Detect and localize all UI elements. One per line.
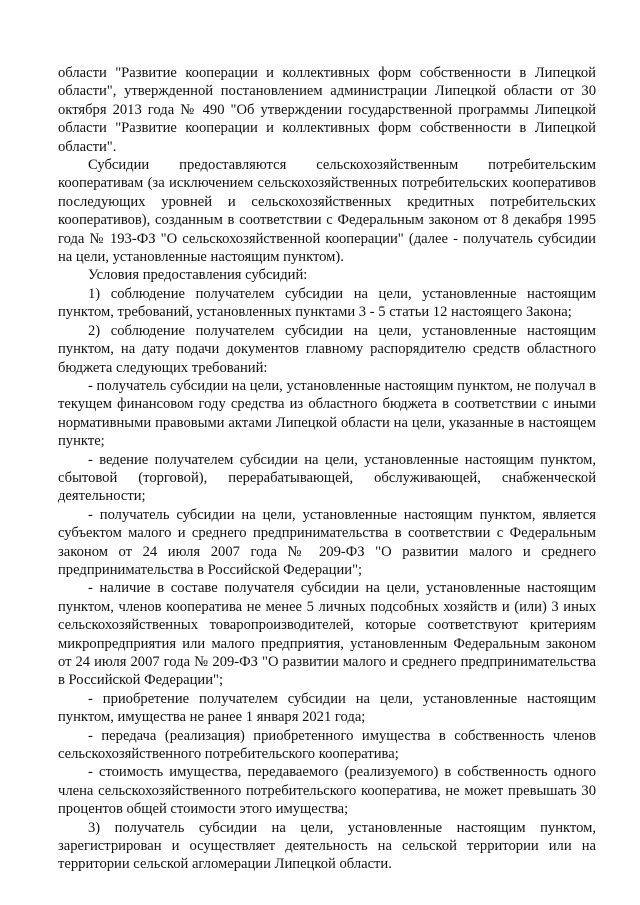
paragraph: - приобретение получателем субсидии на цели, установленные настоящим пунктом, имущества не ранее 1 января 2021 года;	[58, 690, 596, 726]
paragraph: 1) соблюдение получателем субсидии на цели, установленные настоящим пунктом, требований, установленных пунктами 3 - 5 статьи 12 настоящего Закона;	[58, 285, 596, 321]
paragraph: - стоимость имущества, передаваемого (реализуемого) в собственность одного члена сельскохозяйственного потребительского кооператива, не может превышать 30 процентов общей стоимости этого имущества;	[58, 764, 596, 818]
paragraph: 3) получатель субсидии на цели, установленные настоящим пунктом, зарегистрирован и осуществляет деятельность на сельской территории или на территории сельской агломерации Липецкой области.	[58, 819, 596, 873]
paragraph: 2) соблюдение получателем субсидии на цели, установленные настоящим пунктом, на дату подачи документов главному распорядителю средств областного бюджета следующих требований:	[58, 322, 596, 376]
paragraph: - ведение получателем субсидии на цели, установленные настоящим пунктом, сбытовой (торговой), перерабатывающей, обслуживающей, снабженческой деятельности;	[58, 451, 596, 505]
paragraph: - наличие в составе получателя субсидии на цели, установленные настоящим пунктом, членов кооператива не менее 5 личных подсобных хозяйств и (или) 3 иных сельскохозяйственных товаропроизводителей, которые соответствуют критериям микропредприятия или малого предприятия, установленным Федеральным законом от 24 июля 2007 года № 209-ФЗ "О развитии малого и среднего предпринимательства в Российской Федерации";	[58, 580, 596, 689]
paragraph: - передача (реализация) приобретенного имущества в собственность членов сельскохозяйственного потребительского кооператива;	[58, 727, 596, 763]
paragraph: области "Развитие кооперации и коллективных форм собственности в Липецкой области", утвержденной постановлением администрации Липецкой области от 30 октября 2013 года № 490 "Об утверждении государственной программы Липецкой области "Развитие кооперации и коллективных форм собственности в Липецкой области".	[58, 65, 596, 155]
paragraph: Условия предоставления субсидий:	[88, 267, 308, 284]
paragraph: - получатель субсидии на цели, установленные настоящим пунктом, является субъектом малого и среднего предпринимательства в соответствии с Федеральным законом от 24 июля 2007 года № 209-ФЗ "О развитии малого и среднего предпринимательства в Российской Федерации";	[58, 506, 596, 578]
paragraph: - получатель субсидии на цели, установленные настоящим пунктом, не получал в текущем финансовом году средства из областного бюджета в соответствии с иными нормативными правовыми актами Липецкой области на цели, указанные в настоящем пункте;	[58, 377, 596, 450]
document-page	[58, 64, 596, 874]
paragraph: Субсидии предоставляются сельскохозяйственным потребительским кооперативам (за исключением сельскохозяйственных потребительских кооперативов последующих уровней и сельскохозяйственных кредитных потребительских кооперативов), созданным в соответствии с Федеральным законом от 8 декабря 1995 года № 193-ФЗ "О сельскохозяйственной кооперации" (далее - получатель субсидии на цели, установленные настоящим пунктом).	[58, 157, 596, 266]
